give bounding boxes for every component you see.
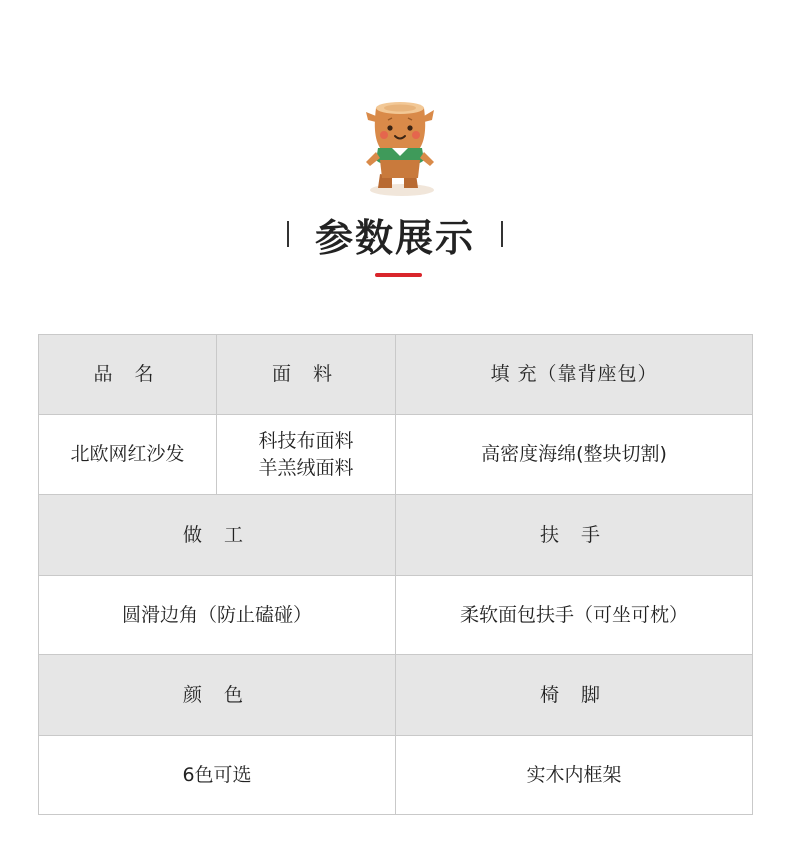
- table-header-row: [39, 335, 753, 415]
- header-cell-color: 颜 色: [39, 655, 396, 736]
- header-cell-chair-legs: 椅 脚: [396, 655, 753, 736]
- value-cell-workmanship: 圆滑边角（防止磕碰）: [39, 576, 396, 655]
- header-cell-filling: 填 充（靠背座包）: [396, 335, 753, 415]
- section-title: [0, 206, 790, 262]
- table-value-row: [39, 576, 753, 655]
- header-cell-fabric: 面 料: [217, 335, 396, 415]
- page-title: 参数展示: [314, 215, 475, 260]
- value-cell-color: 6色可选: [39, 736, 396, 815]
- title-underline: [375, 273, 422, 277]
- parameter-table: [38, 334, 753, 815]
- title-right-bar: [501, 221, 503, 247]
- table-header-row: [39, 495, 753, 576]
- fabric-line-2: 羊羔绒面料: [258, 456, 354, 479]
- fabric-line-1: 科技布面料: [258, 429, 354, 452]
- value-cell-fabric: [217, 415, 396, 495]
- value-cell-filling: 高密度海绵(整块切割): [396, 415, 753, 495]
- header-cell-workmanship: 做 工: [39, 495, 396, 576]
- header-cell-product-name: 品 名: [39, 335, 217, 415]
- header-cell-armrest: 扶 手: [396, 495, 753, 576]
- table-value-row: [39, 736, 753, 815]
- table-value-row: [39, 415, 753, 495]
- title-left-bar: [287, 221, 289, 247]
- tree-stump-mascot-icon: [358, 98, 442, 198]
- table-header-row: [39, 655, 753, 736]
- value-cell-product-name: 北欧网红沙发: [39, 415, 217, 495]
- value-cell-chair-legs: 实木内框架: [396, 736, 753, 815]
- value-cell-armrest: 柔软面包扶手（可坐可枕）: [396, 576, 753, 655]
